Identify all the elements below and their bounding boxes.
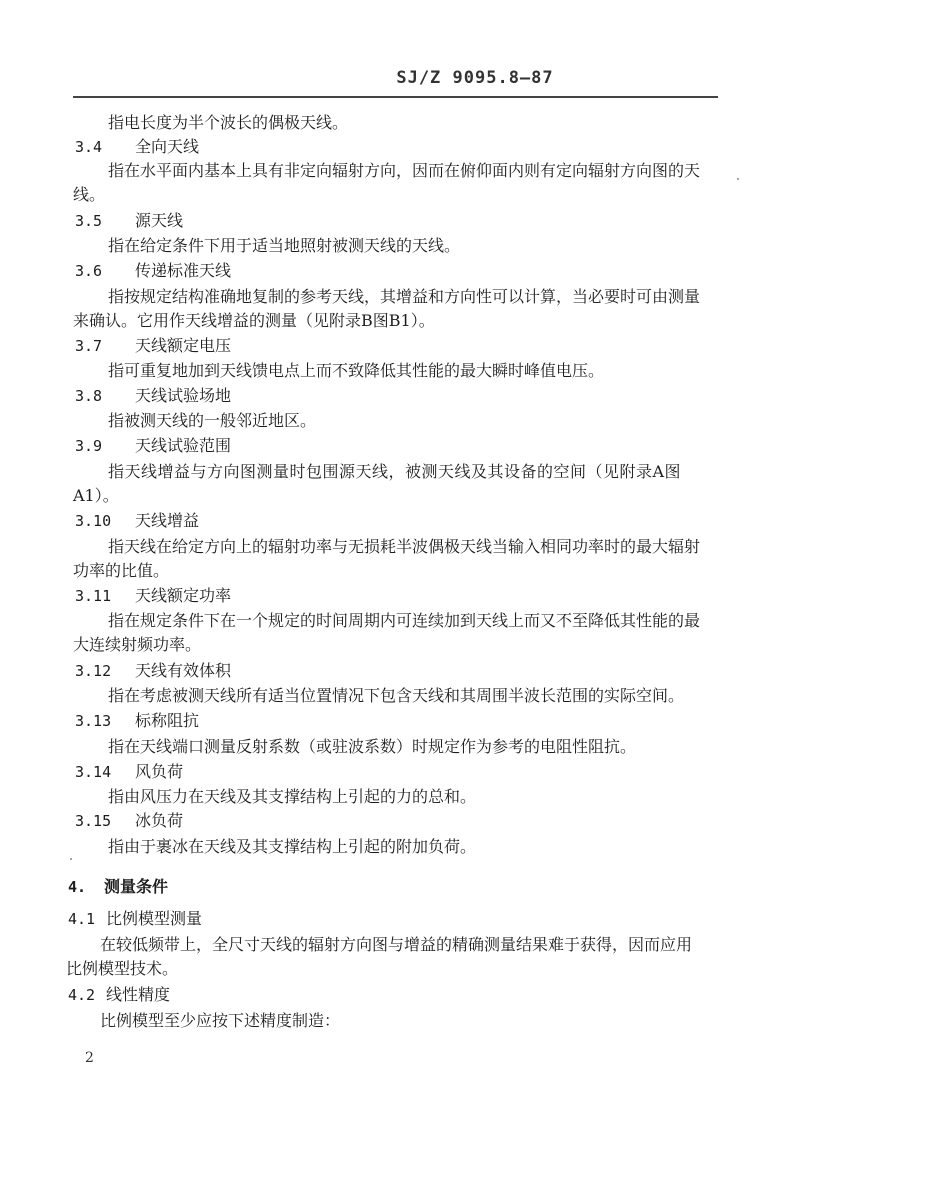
clause-heading-4-1: [68, 909, 202, 929]
clause-heading-3-12: [75, 661, 231, 681]
clause-title: 天线额定电压: [135, 336, 232, 355]
definition-text: 指天线增益与方向图测量时包围源天线，被测天线及其设备的空间（见附录A图: [108, 462, 682, 481]
section-title: 测量条件: [104, 877, 169, 896]
clause-heading-4-2: [68, 985, 170, 1005]
clause-heading-3-7: [75, 336, 231, 356]
definition-text: 指按规定结构准确地复制的参考天线，其增益和方向性可以计算，当必要时可由测量: [108, 287, 701, 306]
clause-heading-3-14: [75, 762, 183, 782]
page-number: 2: [85, 1050, 94, 1066]
definition-text: 指在规定条件下在一个规定的时间周期内可连续加到天线上而又不至降低其性能的最: [108, 611, 701, 630]
definition-text: 指在考虑被测天线所有适当位置情况下包含天线和其周围半波长范围的实际空间。: [108, 686, 685, 705]
clause-heading-3-15: [75, 811, 183, 831]
definition-text: 指在给定条件下用于适当地照射被测天线的天线。: [108, 236, 461, 255]
clause-title: 天线增益: [135, 511, 200, 530]
clause-number: 3.8: [75, 387, 103, 405]
clause-number: 3.15: [75, 812, 112, 830]
clause-title: 天线试验场地: [135, 386, 232, 405]
clause-number: 3.4: [75, 138, 103, 156]
clause-heading-3-6: [75, 261, 231, 281]
clause-title: 风负荷: [135, 762, 184, 781]
definition-text: 比例模型至少应按下述精度制造：: [100, 1011, 341, 1030]
definition-text: A1）。: [73, 486, 119, 505]
clause-number: 4.2: [68, 986, 96, 1004]
clause-number: 3.6: [75, 262, 103, 280]
clause-heading-3-10: [75, 511, 199, 531]
definition-text: 功率的比值。: [73, 561, 170, 580]
clause-heading-3-4: [75, 137, 199, 157]
clause-number: 3.7: [75, 337, 103, 355]
document-code-header: SJ/Z 9095.8—87: [396, 68, 554, 88]
clause-title: 天线额定功率: [135, 586, 232, 605]
definition-text: 指被测天线的一般邻近地区。: [108, 411, 317, 430]
scan-speck: [70, 858, 72, 860]
clause-heading-3-8: [75, 386, 231, 406]
clause-title: 天线有效体积: [135, 661, 232, 680]
definition-text: 比例模型技术。: [66, 959, 179, 978]
definition-text: 指电长度为半个波长的偶极天线。: [108, 113, 349, 132]
clause-number: 3.10: [75, 512, 112, 530]
clause-number: 3.14: [75, 763, 112, 781]
clause-number: 4.1: [68, 910, 96, 928]
scan-speck: [737, 178, 739, 180]
clause-number: 3.12: [75, 662, 112, 680]
section-number: 4.: [68, 878, 87, 896]
definition-text: 大连续射频功率。: [73, 635, 202, 654]
clause-heading-3-9: [75, 436, 231, 456]
clause-heading-3-11: [75, 586, 231, 606]
clause-number: 3.11: [75, 587, 112, 605]
header-rule: [73, 96, 718, 98]
clause-title: 比例模型测量: [106, 909, 203, 928]
definition-text: 指天线在给定方向上的辐射功率与无损耗半波偶极天线当输入相同功率时的最大辐射: [108, 537, 701, 556]
clause-title: 源天线: [135, 211, 184, 230]
definition-text: 指在天线端口测量反射系数（或驻波系数）时规定作为参考的电阻性阻抗。: [108, 737, 637, 756]
definition-text: 在较低频带上，全尺寸天线的辐射方向图与增益的精确测量结果难于获得，因而应用: [100, 935, 693, 954]
clause-number: 3.9: [75, 437, 103, 455]
clause-title: 天线试验范围: [135, 436, 232, 455]
section-heading-4: [68, 877, 168, 897]
clause-title: 线性精度: [106, 985, 171, 1004]
definition-text: 指可重复地加到天线馈电点上而不致降低其性能的最大瞬时峰值电压。: [108, 361, 605, 380]
clause-title: 冰负荷: [135, 811, 184, 830]
clause-title: 标称阻抗: [135, 711, 200, 730]
definition-text: 指由于裹冰在天线及其支撑结构上引起的附加负荷。: [108, 837, 477, 856]
definition-text: 指在水平面内基本上具有非定向辐射方向，因而在俯仰面内则有定向辐射方向图的天: [108, 161, 701, 180]
clause-number: 3.13: [75, 712, 112, 730]
clause-number: 3.5: [75, 212, 103, 230]
clause-heading-3-5: [75, 211, 183, 231]
clause-heading-3-13: [75, 711, 199, 731]
clause-title: 全向天线: [135, 137, 200, 156]
clause-title: 传递标准天线: [135, 261, 232, 280]
definition-text: 线。: [73, 185, 106, 204]
definition-text: 指由风压力在天线及其支撑结构上引起的力的总和。: [108, 787, 477, 806]
definition-text: 来确认。它用作天线增益的测量（见附录B图B1）。: [73, 311, 435, 330]
